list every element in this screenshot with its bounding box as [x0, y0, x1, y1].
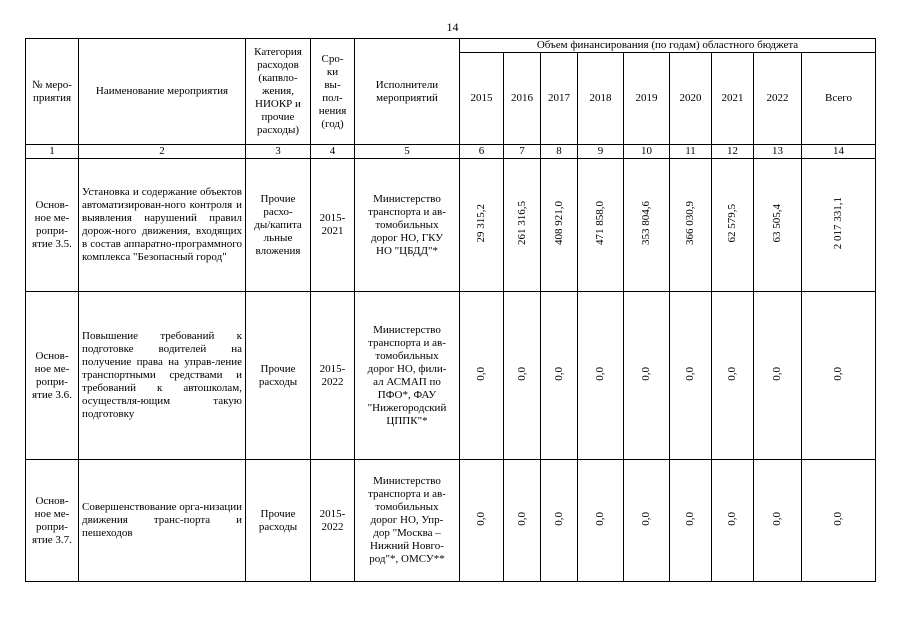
table-row: [26, 159, 876, 292]
value-cell-total: 0,0: [802, 460, 876, 582]
executors: Министерство транспорта и ав- томобильных дорог НО, ГКУ НО "ЦБДД"*: [355, 159, 460, 292]
event-name: Установка и содержание объектов автоматизирован-ного контроля и выявления нарушений правил дорож-ного движения, входящих в состав аппаратно-программного комплекса "Безопасный город": [79, 159, 246, 292]
value-cell-total: 2 017 331,1: [802, 159, 876, 292]
value-cell: 63 505,4: [754, 159, 802, 292]
header-event-number: № меро- приятия: [26, 39, 79, 145]
event-name: Повышение требований к подготовке водителей на получение права на управ-ление транспортными средствами и требований к автошколам, осуществля-ющим такую подготовку: [79, 292, 246, 460]
value-cell: 408 921,0: [541, 159, 578, 292]
value-cell: 0,0: [541, 460, 578, 582]
column-number: 3: [246, 145, 311, 159]
header-year-2017: 2017: [541, 53, 578, 145]
column-number: 2: [79, 145, 246, 159]
header-execution-period: Сро- ки вы- пол- нения (год): [311, 39, 355, 145]
expense-category: Прочие расхо- ды/капита льные вложения: [246, 159, 311, 292]
header-executors: Исполнители мероприятий: [355, 39, 460, 145]
header-year-2016: 2016: [504, 53, 541, 145]
column-number: 10: [624, 145, 670, 159]
header-year-2015: 2015: [460, 53, 504, 145]
header-year-2018: 2018: [578, 53, 624, 145]
value-cell-total: 0,0: [802, 292, 876, 460]
column-number: 13: [754, 145, 802, 159]
value-cell: 0,0: [578, 292, 624, 460]
execution-period: 2015- 2021: [311, 159, 355, 292]
header-year-2022: 2022: [754, 53, 802, 145]
value-cell: 62 579,5: [712, 159, 754, 292]
column-number: 14: [802, 145, 876, 159]
column-number: 5: [355, 145, 460, 159]
funding-table: [25, 38, 876, 582]
value-cell: 0,0: [624, 292, 670, 460]
value-cell: 261 316,5: [504, 159, 541, 292]
value-cell: 0,0: [541, 292, 578, 460]
expense-category: Прочие расходы: [246, 460, 311, 582]
execution-period: 2015- 2022: [311, 460, 355, 582]
value-cell: 0,0: [578, 460, 624, 582]
event-number: Основ- ное ме- ропри- ятие 3.5.: [26, 159, 79, 292]
value-cell: 0,0: [460, 460, 504, 582]
value-cell: 471 858,0: [578, 159, 624, 292]
event-name: Совершенствование орга-низации движения транс-порта и пешеходов: [79, 460, 246, 582]
column-number: 8: [541, 145, 578, 159]
event-number: Основ- ное ме- ропри- ятие 3.7.: [26, 460, 79, 582]
header-total: Всего: [802, 53, 876, 145]
value-cell: 353 804,6: [624, 159, 670, 292]
page-number: 14: [446, 20, 459, 34]
column-number: 9: [578, 145, 624, 159]
column-number: 7: [504, 145, 541, 159]
table-row: [26, 292, 876, 460]
event-number: Основ- ное ме- ропри- ятие 3.6.: [26, 292, 79, 460]
value-cell: 0,0: [670, 460, 712, 582]
execution-period: 2015- 2022: [311, 292, 355, 460]
header-funding-group: Объем финансирования (по годам) областного бюджета: [460, 39, 876, 53]
value-cell: 0,0: [670, 292, 712, 460]
header-event-name: Наименование мероприятия: [79, 39, 246, 145]
value-cell: 0,0: [712, 292, 754, 460]
header-year-2020: 2020: [670, 53, 712, 145]
value-cell: 0,0: [712, 460, 754, 582]
column-number: 4: [311, 145, 355, 159]
column-number: 1: [26, 145, 79, 159]
header-year-2019: 2019: [624, 53, 670, 145]
header-expense-category: Категория расходов (капвло- жения, НИОКР и прочие расходы): [246, 39, 311, 145]
expense-category: Прочие расходы: [246, 292, 311, 460]
value-cell: 0,0: [504, 292, 541, 460]
value-cell: 0,0: [504, 460, 541, 582]
column-number: 12: [712, 145, 754, 159]
value-cell: 366 030,9: [670, 159, 712, 292]
executors: Министерство транспорта и ав- томобильных дорог НО, фили- ал АСМАП по ПФО*, ФАУ "Нижегородский ЦППК"*: [355, 292, 460, 460]
value-cell: 0,0: [460, 292, 504, 460]
table-row: [26, 460, 876, 582]
header-year-2021: 2021: [712, 53, 754, 145]
value-cell: 0,0: [624, 460, 670, 582]
column-number: 6: [460, 145, 504, 159]
column-number-row: [26, 145, 876, 159]
value-cell: 0,0: [754, 292, 802, 460]
value-cell: 0,0: [754, 460, 802, 582]
executors: Министерство транспорта и ав- томобильных дорог НО, Упр- дор "Москва – Нижний Новго- род"*, ОМСУ**: [355, 460, 460, 582]
value-cell: 29 315,2: [460, 159, 504, 292]
column-number: 11: [670, 145, 712, 159]
